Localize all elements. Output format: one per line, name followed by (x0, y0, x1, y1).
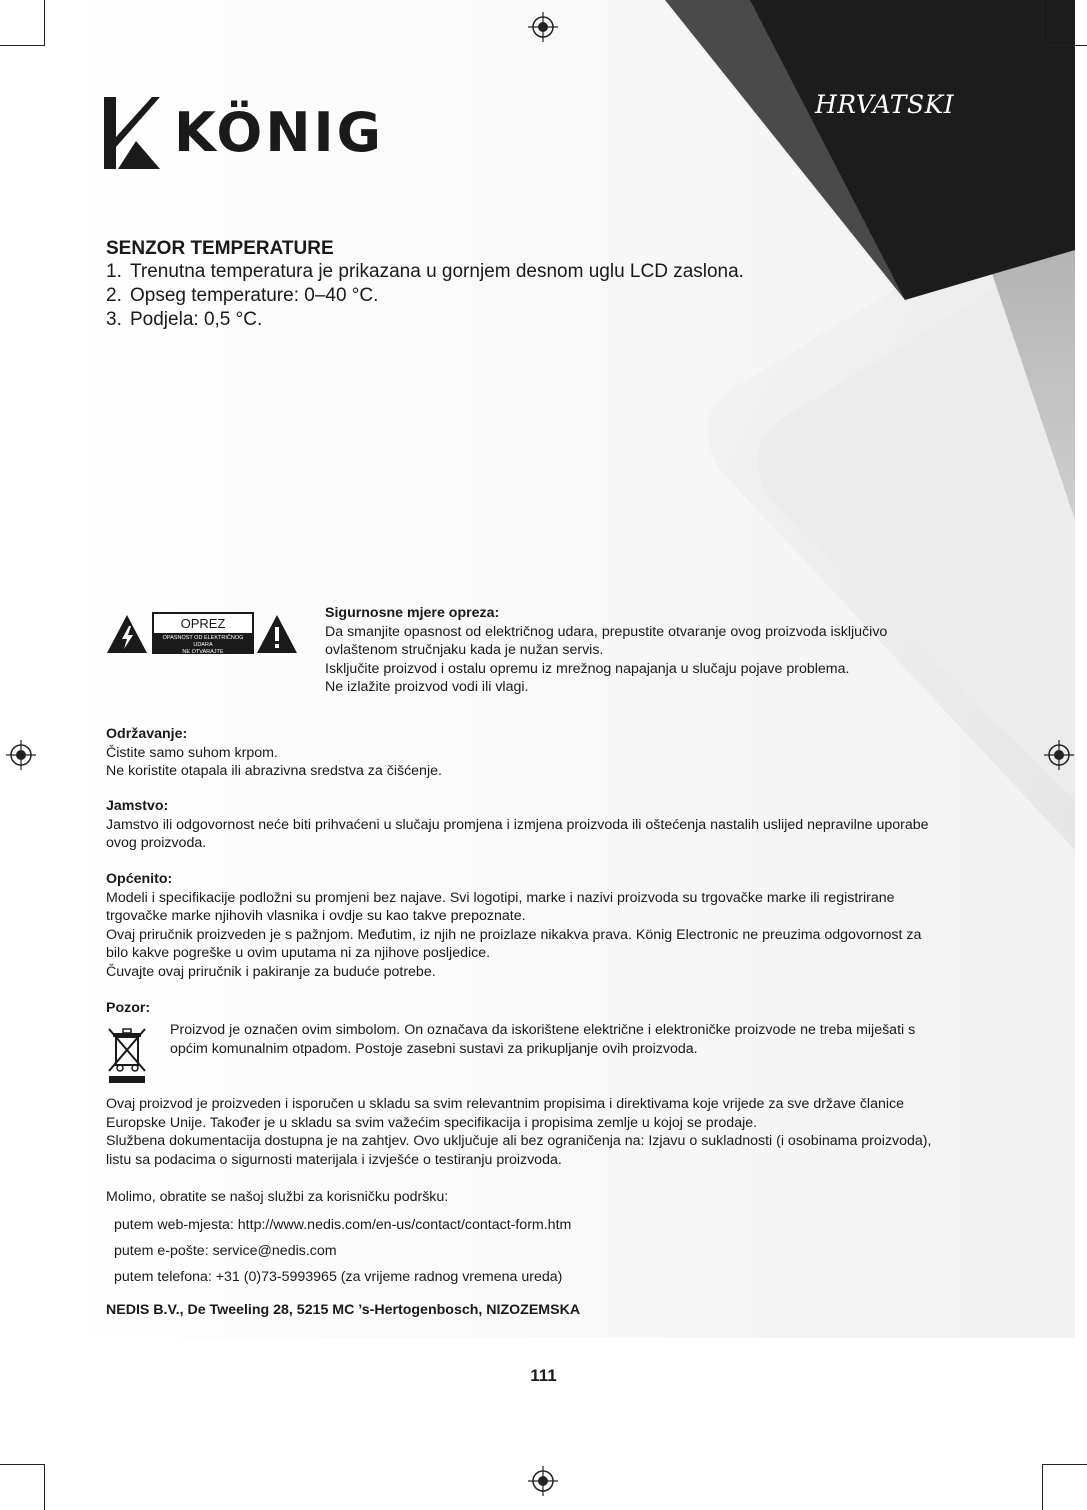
text-line: Modeli i specifikacije podložni su promjeni bez najave. Svi logotipi, marke i nazivi proizvoda su trgovačke marke ili registrirane (106, 889, 895, 906)
company-address: NEDIS B.V., De Tweeling 28, 5215 MC ’s-Hertogenbosch, NIZOZEMSKA (106, 1302, 581, 1318)
text-line: Isključite proizvod i ostalu opremu iz mrežnog napajanja u slučaju pojave problema. (325, 660, 850, 677)
text-line: Proizvod je označen ovim simbolom. On označava da iskorištene električne i elektroničke proizvode ne treba miješati s (170, 1022, 916, 1038)
text-line: Da smanjite opasnost od električnog udara, prepustite otvaranje ovog proizvoda isključivo (325, 623, 888, 640)
attention-heading: Pozor: (106, 1000, 151, 1016)
text-line: Službena dokumentacija dostupna je na zahtjev. Ovo uključuje ali bez ograničenja na: Izjavu o sukladnosti (i osobinama proizvoda), (106, 1133, 932, 1149)
crop-mark-top-left (0, 0, 45, 46)
maintenance-block (106, 725, 442, 781)
caution-box (152, 612, 254, 654)
compliance-block (106, 1095, 931, 1169)
support-intro: Molimo, obratite se našoj službi za korisničku podršku: (106, 1189, 449, 1205)
text-line: bilo kakve pogreške u ovim uputama ni za njihove posljedice. (106, 945, 491, 961)
text-line: Ovaj proizvod je proizveden i isporučen u skladu sa svim relevantnim propisima i direktivama koje vrijede za sve države članice (106, 1096, 905, 1112)
electric-shock-warning-icon (106, 614, 148, 654)
text-line: Čistite samo suhom krpom. (106, 744, 278, 761)
text-line: Jamstvo ili odgovornost neće biti prihvaćeni u slučaju promjena i izmjena proizvoda ili oštećenja nastalih uslijed nepravilne uporabe (106, 816, 929, 833)
weee-text (170, 1021, 915, 1058)
text-line: ovog proizvoda. (106, 835, 207, 851)
general-heading: Općenito: (106, 871, 173, 887)
crop-mark-bottom-right (1042, 1464, 1087, 1510)
support-web-link[interactable]: putem web-mjesta: http://www.nedis.com/en-us/contact/contact-form.htm (114, 1217, 572, 1233)
registration-mark-icon (528, 12, 558, 42)
section-title: SENZOR TEMPERATURE (106, 238, 334, 259)
registration-mark-icon (1044, 740, 1074, 770)
crop-mark-top-right (1042, 0, 1087, 46)
safety-block (325, 604, 887, 697)
warranty-block (106, 797, 929, 853)
language-label: HRVATSKI (815, 90, 955, 119)
temperature-list (106, 260, 744, 332)
page-number: 111 (530, 1366, 557, 1385)
list-item: 1. Trenutna temperatura je prikazana u gornjem desnom uglu LCD zaslona. (106, 261, 744, 282)
text-line: listu sa podacima o sigurnosti materijala i izvješće o testiranju proizvoda. (106, 1151, 562, 1168)
registration-mark-icon (6, 740, 36, 770)
konig-k-mark-icon (104, 97, 160, 169)
text-line: trgovačke marke njihovih vlasnika i ovdje su kao takve prepoznate. (106, 908, 526, 924)
support-email[interactable]: putem e-pošte: service@nedis.com (114, 1243, 337, 1259)
safety-heading: Sigurnosne mjere opreza: (325, 605, 500, 621)
text-line: Europske Unije. Također je u skladu sa svim važećim specifikacija i propisima zemlje u kojoj se prodaje. (106, 1114, 758, 1131)
registration-mark-icon (528, 1466, 558, 1496)
text-line: Ne izlažite proizvod vodi ili vlagi. (325, 679, 529, 695)
warranty-heading: Jamstvo: (106, 798, 169, 814)
brand-wordmark: KÖNIG (174, 101, 384, 164)
caution-label (106, 612, 296, 656)
text-line: ovlaštenom stručnjaku kada je nužan servis. (325, 642, 604, 658)
text-line: Ne koristite otapala ili abrazivna sredstva za čišćenje. (106, 763, 442, 779)
text-line: Ovaj priručnik proizveden je s pažnjom. Međutim, iz njih ne proizlaze nikakva prava. König Electronic ne preuzima odgovornost za (106, 926, 922, 943)
text-line: Čuvajte ovaj priručnik i pakiranje za buduće potrebe. (106, 963, 436, 980)
text-line: općim komunalnim otpadom. Postoje zasebni sustavi za prikupljanje ovih proizvoda. (170, 1040, 698, 1057)
list-item: 2. Opseg temperature: 0–40 °C. (106, 285, 379, 306)
list-item: 3. Podjela: 0,5 °C. (106, 309, 263, 330)
crop-mark-bottom-left (0, 1464, 45, 1510)
caution-subtitle: OPASNOST OD ELEKTRIČNOG UDARA NE OTVARAJTE (154, 633, 252, 652)
support-phone: putem telefona: +31 (0)73-5993965 (za vrijeme radnog vremena ureda) (114, 1269, 563, 1285)
exclamation-warning-icon (256, 614, 298, 654)
konig-logo (104, 97, 384, 169)
weee-crossed-bin-icon (106, 1025, 148, 1085)
general-block (106, 870, 921, 981)
caution-title: OPREZ (180, 616, 226, 631)
maintenance-heading: Održavanje: (106, 726, 188, 742)
